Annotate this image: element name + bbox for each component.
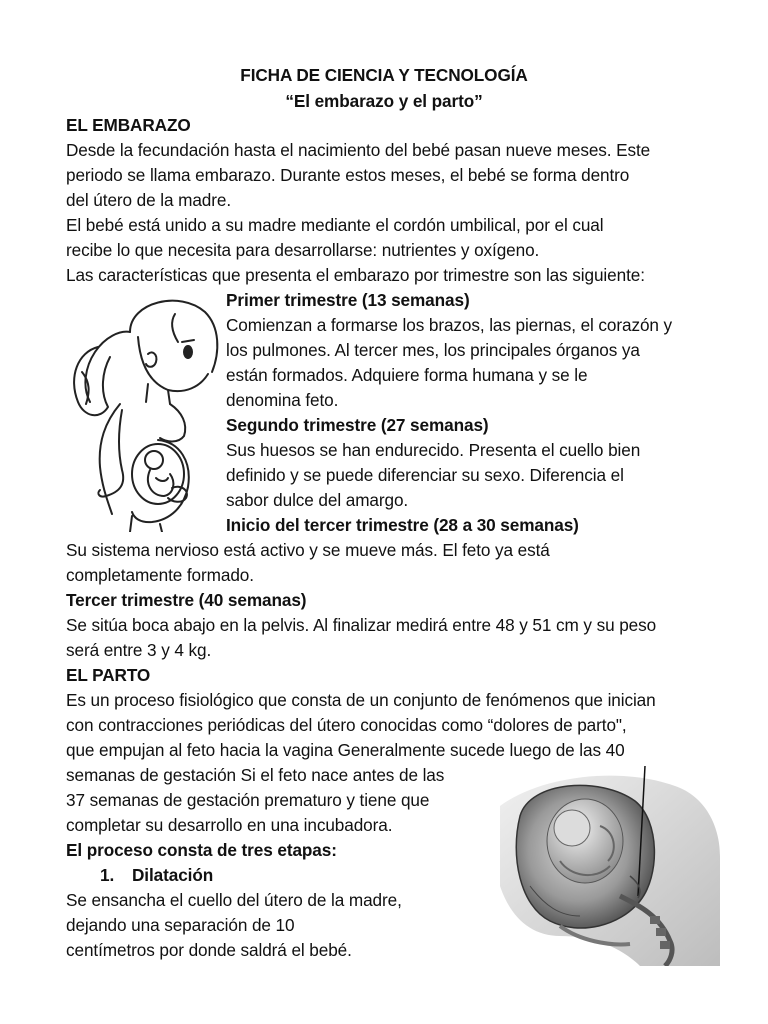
paragraph-line: con contracciones periódicas del útero conocidas como “dolores de parto", bbox=[66, 715, 627, 735]
trimester-3-heading: Tercer trimestre (40 semanas) bbox=[66, 590, 307, 610]
document-title: FICHA DE CIENCIA Y TECNOLOGÍA bbox=[240, 65, 528, 85]
paragraph-line: Las características que presenta el embarazo por trimestre son las siguiente: bbox=[66, 265, 645, 285]
paragraph-line: 37 semanas de gestación prematuro y tiene que bbox=[66, 790, 430, 810]
trimester-2-heading: Segundo trimestre (27 semanas) bbox=[226, 415, 489, 435]
paragraph-line: periodo se llama embarazo. Durante estos meses, el bebé se forma dentro bbox=[66, 165, 630, 185]
paragraph-line: completamente formado. bbox=[66, 565, 254, 585]
paragraph-line: definido y se puede diferenciar su sexo. Diferencia el bbox=[226, 465, 624, 485]
section-heading-embarazo: EL EMBARAZO bbox=[66, 115, 191, 135]
paragraph-line: Sus huesos se han endurecido. Presenta el cuello bien bbox=[226, 440, 641, 460]
paragraph-line: los pulmones. Al tercer mes, los principales órganos ya bbox=[226, 340, 640, 360]
paragraph-line: El bebé está unido a su madre mediante el cordón umbilical, por el cual bbox=[66, 215, 604, 235]
paragraph-line: centímetros por donde saldrá el bebé. bbox=[66, 940, 352, 960]
paragraph-line: del útero de la madre. bbox=[66, 190, 232, 210]
trimester-3-start-heading: Inicio del tercer trimestre (28 a 30 semanas) bbox=[226, 515, 579, 535]
paragraph-line: completar su desarrollo en una incubadora. bbox=[66, 815, 393, 835]
paragraph-line: Desde la fecundación hasta el nacimiento del bebé pasan nueve meses. Este bbox=[66, 140, 651, 160]
trimester-1-heading: Primer trimestre (13 semanas) bbox=[226, 290, 470, 310]
paragraph-line: Comienzan a formarse los brazos, las piernas, el corazón y bbox=[226, 315, 673, 335]
paragraph-line: que empujan al feto hacia la vagina Generalmente sucede luego de las 40 bbox=[66, 740, 625, 760]
paragraph-line: será entre 3 y 4 kg. bbox=[66, 640, 212, 660]
stages-heading: El proceso consta de tres etapas: bbox=[66, 840, 337, 860]
paragraph-line: Es un proceso fisiológico que consta de un conjunto de fenómenos que inician bbox=[66, 690, 656, 710]
section-heading-parto: EL PARTO bbox=[66, 665, 151, 685]
list-number: 1. bbox=[100, 865, 115, 885]
paragraph-line: sabor dulce del amargo. bbox=[226, 490, 409, 510]
paragraph-line: semanas de gestación Si el feto nace antes de las bbox=[66, 765, 445, 785]
paragraph-line: Se sitúa boca abajo en la pelvis. Al finalizar medirá entre 48 y 51 cm y su peso bbox=[66, 615, 657, 635]
paragraph-line: Su sistema nervioso está activo y se mueve más. El feto ya está bbox=[66, 540, 550, 560]
paragraph-line: denomina feto. bbox=[226, 390, 339, 410]
paragraph-line: Se ensancha el cuello del útero de la madre, bbox=[66, 890, 402, 910]
paragraph-line: dejando una separación de 10 bbox=[66, 915, 295, 935]
stage-1-label: Dilatación bbox=[132, 865, 214, 885]
paragraph-line: están formados. Adquiere forma humana y se le bbox=[226, 365, 588, 385]
pregnant-woman-illustration bbox=[60, 292, 225, 532]
document-subtitle: “El embarazo y el parto” bbox=[285, 91, 483, 111]
uterus-fetus-illustration bbox=[500, 766, 720, 966]
paragraph-line: recibe lo que necesita para desarrollarse: nutrientes y oxígeno. bbox=[66, 240, 540, 260]
